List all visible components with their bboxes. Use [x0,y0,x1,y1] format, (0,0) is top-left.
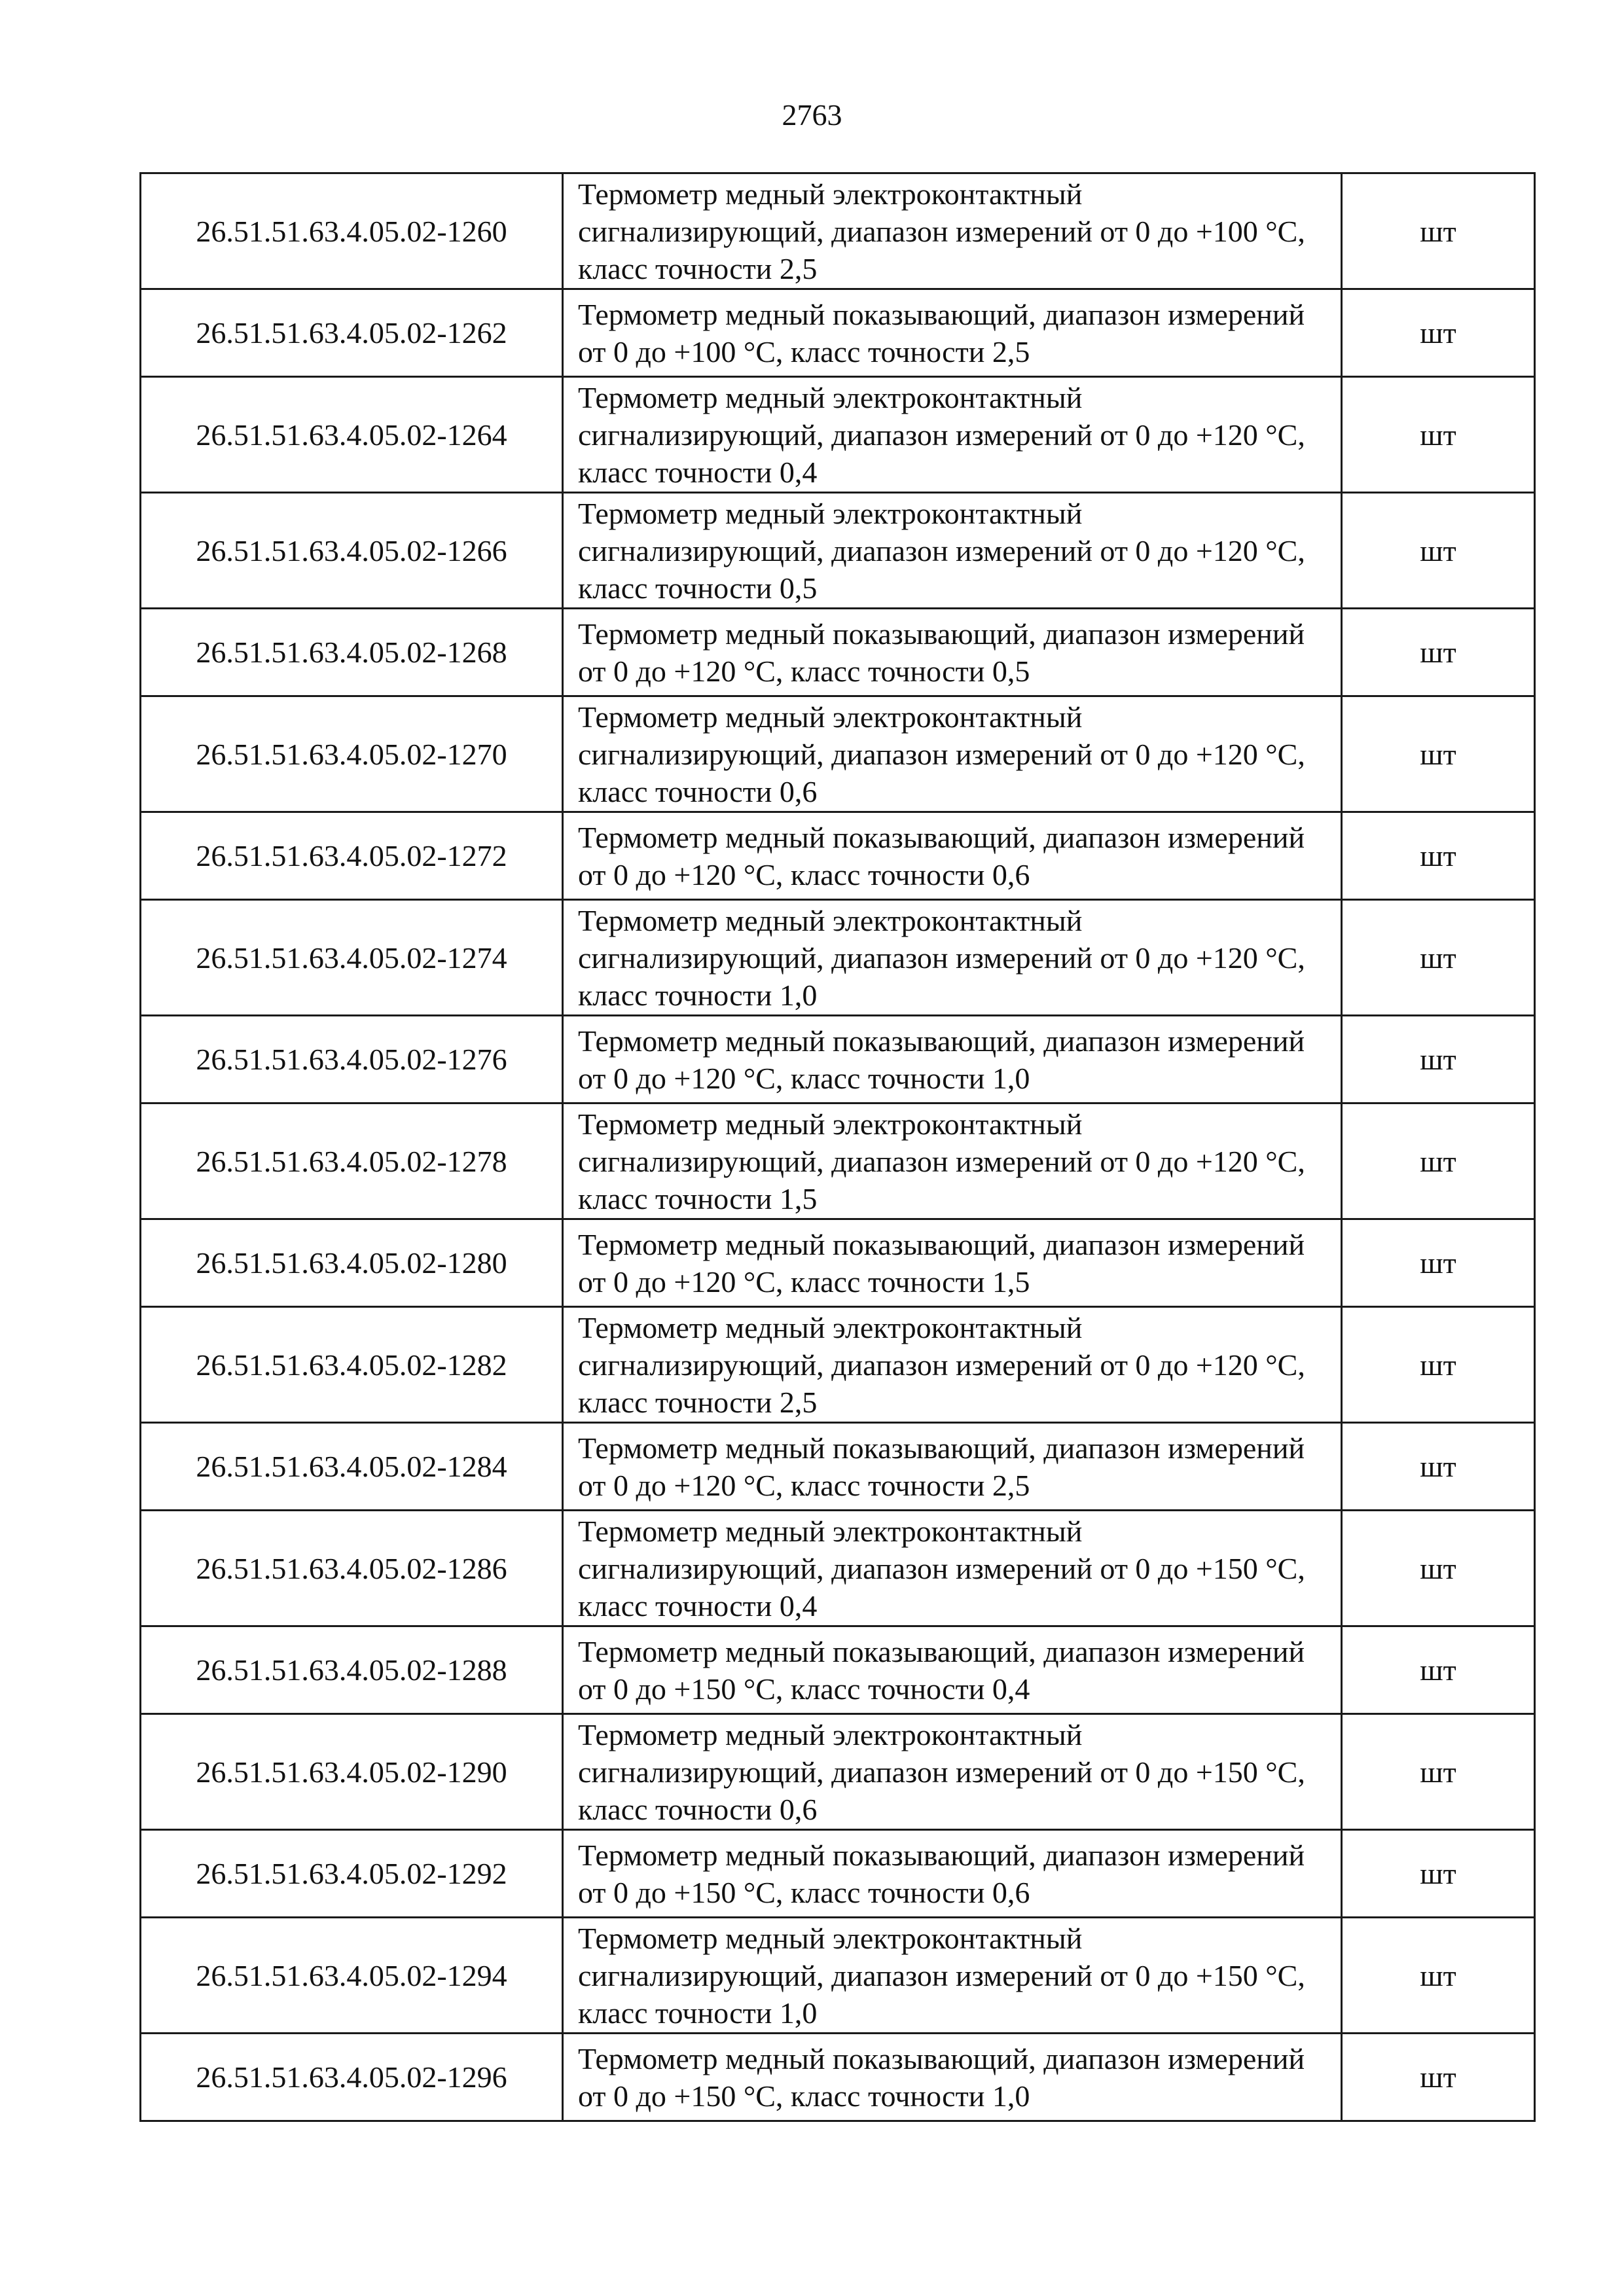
table-row [141,1511,1535,1626]
item-code: 26.51.51.63.4.05.02-1270 [141,696,563,812]
item-unit: шт [1342,1423,1535,1511]
item-unit: шт [1342,289,1535,377]
table-row [141,2034,1535,2121]
table-row [141,493,1535,609]
item-unit: шт [1342,173,1535,289]
table-row [141,1307,1535,1423]
item-name: Термометр медный электроконтактный сигнализирующий, диапазон измерений от 0 до +100 °С, класс точности 2,5 [563,173,1342,289]
table-row [141,1219,1535,1307]
item-name: Термометр медный электроконтактный сигнализирующий, диапазон измерений от 0 до +150 °С, класс точности 1,0 [563,1918,1342,2034]
item-unit: шт [1342,1714,1535,1830]
item-unit: шт [1342,812,1535,900]
item-code: 26.51.51.63.4.05.02-1292 [141,1830,563,1918]
item-name: Термометр медный электроконтактный сигнализирующий, диапазон измерений от 0 до +120 °С, класс точности 0,6 [563,696,1342,812]
item-name: Термометр медный электроконтактный сигнализирующий, диапазон измерений от 0 до +150 °С, класс точности 0,4 [563,1511,1342,1626]
item-name: Термометр медный электроконтактный сигнализирующий, диапазон измерений от 0 до +150 °С, класс точности 0,6 [563,1714,1342,1830]
item-name: Термометр медный показывающий, диапазон измерений от 0 до +100 °С, класс точности 2,5 [563,289,1342,377]
item-code: 26.51.51.63.4.05.02-1276 [141,1016,563,1103]
table-row [141,377,1535,493]
page-number: 2763 [782,98,842,132]
item-name: Термометр медный показывающий, диапазон измерений от 0 до +120 °С, класс точности 1,0 [563,1016,1342,1103]
item-code: 26.51.51.63.4.05.02-1282 [141,1307,563,1423]
item-name: Термометр медный показывающий, диапазон измерений от 0 до +120 °С, класс точности 0,6 [563,812,1342,900]
table-row [141,173,1535,289]
item-name: Термометр медный показывающий, диапазон измерений от 0 до +150 °С, класс точности 1,0 [563,2034,1342,2121]
item-name: Термометр медный показывающий, диапазон измерений от 0 до +150 °С, класс точности 0,4 [563,1626,1342,1714]
item-name: Термометр медный электроконтактный сигнализирующий, диапазон измерений от 0 до +120 °С, класс точности 1,5 [563,1103,1342,1219]
item-name: Термометр медный показывающий, диапазон измерений от 0 до +120 °С, класс точности 1,5 [563,1219,1342,1307]
item-name: Термометр медный электроконтактный сигнализирующий, диапазон измерений от 0 до +120 °С, класс точности 0,4 [563,377,1342,493]
table-row [141,1103,1535,1219]
item-code: 26.51.51.63.4.05.02-1268 [141,609,563,696]
item-code: 26.51.51.63.4.05.02-1294 [141,1918,563,2034]
table-row [141,696,1535,812]
table-row [141,1016,1535,1103]
item-code: 26.51.51.63.4.05.02-1274 [141,900,563,1016]
item-unit: шт [1342,1830,1535,1918]
item-code: 26.51.51.63.4.05.02-1286 [141,1511,563,1626]
table-row [141,1830,1535,1918]
table-row [141,1626,1535,1714]
item-code: 26.51.51.63.4.05.02-1260 [141,173,563,289]
item-unit: шт [1342,609,1535,696]
item-unit: шт [1342,2034,1535,2121]
item-unit: шт [1342,696,1535,812]
item-code: 26.51.51.63.4.05.02-1288 [141,1626,563,1714]
item-code: 26.51.51.63.4.05.02-1296 [141,2034,563,2121]
product-table-body [141,173,1535,2121]
item-unit: шт [1342,1103,1535,1219]
table-row [141,289,1535,377]
item-unit: шт [1342,1918,1535,2034]
product-table [139,172,1536,2122]
item-code: 26.51.51.63.4.05.02-1290 [141,1714,563,1830]
item-unit: шт [1342,377,1535,493]
item-name: Термометр медный показывающий, диапазон измерений от 0 до +150 °С, класс точности 0,6 [563,1830,1342,1918]
table-row [141,900,1535,1016]
item-code: 26.51.51.63.4.05.02-1272 [141,812,563,900]
table-row [141,1423,1535,1511]
item-name: Термометр медный показывающий, диапазон измерений от 0 до +120 °С, класс точности 0,5 [563,609,1342,696]
item-code: 26.51.51.63.4.05.02-1278 [141,1103,563,1219]
table-row [141,1714,1535,1830]
item-unit: шт [1342,1016,1535,1103]
item-name: Термометр медный электроконтактный сигнализирующий, диапазон измерений от 0 до +120 °С, класс точности 2,5 [563,1307,1342,1423]
item-name: Термометр медный показывающий, диапазон измерений от 0 до +120 °С, класс точности 2,5 [563,1423,1342,1511]
item-unit: шт [1342,900,1535,1016]
table-row [141,1918,1535,2034]
item-unit: шт [1342,493,1535,609]
table-row [141,812,1535,900]
item-name: Термометр медный электроконтактный сигнализирующий, диапазон измерений от 0 до +120 °С, класс точности 0,5 [563,493,1342,609]
item-code: 26.51.51.63.4.05.02-1264 [141,377,563,493]
item-unit: шт [1342,1511,1535,1626]
item-code: 26.51.51.63.4.05.02-1266 [141,493,563,609]
item-code: 26.51.51.63.4.05.02-1262 [141,289,563,377]
item-code: 26.51.51.63.4.05.02-1284 [141,1423,563,1511]
item-unit: шт [1342,1626,1535,1714]
item-unit: шт [1342,1219,1535,1307]
item-unit: шт [1342,1307,1535,1423]
item-name: Термометр медный электроконтактный сигнализирующий, диапазон измерений от 0 до +120 °С, класс точности 1,0 [563,900,1342,1016]
table-row [141,609,1535,696]
item-code: 26.51.51.63.4.05.02-1280 [141,1219,563,1307]
